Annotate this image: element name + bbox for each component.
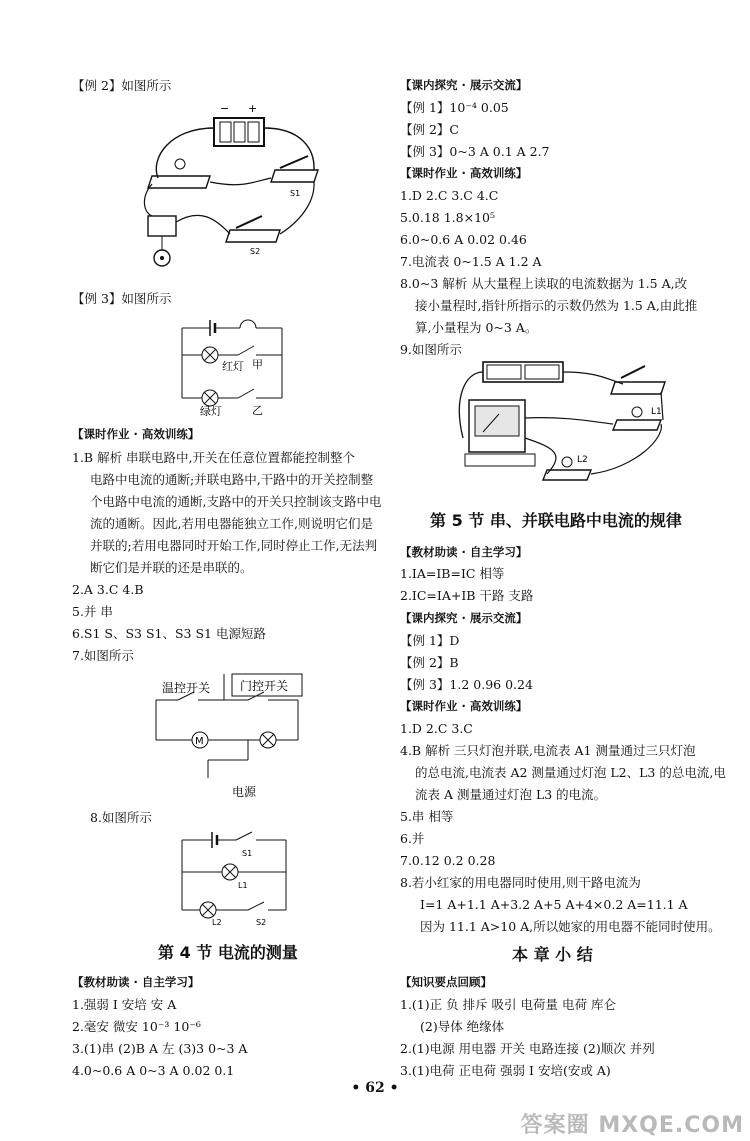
r-line: 【例 1】10⁻⁴ 0.05: [400, 100, 509, 115]
hw-line: 2.A 3.C 4.B: [72, 582, 144, 597]
r-line: 7.电流表 0~1.5 A 1.2 A: [400, 254, 542, 269]
r-line: 1.IA=IB=IC 相等: [400, 566, 505, 581]
svg-text:绿灯: 绿灯: [200, 405, 222, 416]
svg-text:M: M: [195, 736, 204, 747]
example-2-caption: 【例 2】如图所示: [72, 78, 172, 93]
r-line: 7.0.12 0.2 0.28: [400, 853, 496, 868]
homework-header-left: 【课时作业 · 高效训练】: [72, 427, 200, 441]
example-3-caption: 【例 3】如图所示: [72, 291, 172, 306]
homework-header-right: 【课时作业 · 高效训练】: [400, 166, 528, 180]
r-line: 【例 3】0~3 A 0.1 A 2.7: [400, 144, 550, 159]
svg-text:温控开关: 温控开关: [162, 681, 211, 695]
page-number: • 62 •: [351, 1080, 399, 1096]
svg-text:甲: 甲: [252, 358, 263, 371]
r-line: 6.并: [400, 831, 425, 846]
circuit-figure-item-9: [455, 358, 685, 493]
section-4-title: 第 4 节 电流的测量: [158, 943, 298, 962]
hw-line: 电路中电流的通断;并联电路中,干路中的开关控制整: [90, 472, 374, 487]
r-line: 2.(1)电源 用电器 开关 电路连接 (2)顺次 并列: [400, 1041, 655, 1056]
r-line: 算,小量程为 0~3 A。: [415, 320, 538, 335]
watermark: 答案圈 MXQE.COM: [520, 1113, 744, 1138]
svg-text:L2: L2: [577, 455, 588, 465]
circuit-figure-item-7: [148, 668, 308, 798]
svg-text:S2: S2: [250, 247, 261, 256]
r-line: 【例 3】1.2 0.96 0.24: [400, 677, 533, 692]
hw-line: 5.并 串: [72, 604, 113, 619]
svg-text:乙: 乙: [252, 404, 263, 416]
svg-text:S2: S2: [256, 918, 267, 926]
hw-line: 个电路中电流的通断,支路中的开关只控制该支路中电: [90, 494, 382, 509]
hw-line: 流的通断。因此,若用电器能独立工作,则说明它们是: [90, 516, 373, 531]
r-line: 5.串 相等: [400, 809, 454, 824]
r-line: 6.0~0.6 A 0.02 0.46: [400, 232, 527, 247]
r-line: 【例 2】B: [400, 655, 459, 670]
svg-text:L1: L1: [651, 407, 662, 417]
r-line: 3.(1)电荷 正电荷 强弱 I 安培(安或 A): [400, 1063, 611, 1078]
r-line: 2.IC=IA+IB 干路 支路: [400, 588, 534, 603]
circuit-figure-item-8: [172, 826, 297, 926]
r-line: 1.D 2.C 3.C 4.C: [400, 188, 499, 203]
svg-text:红灯: 红灯: [222, 360, 244, 373]
svg-text:L2: L2: [212, 918, 222, 926]
r-line: 8.若小红家的用电器同时使用,则干路电流为: [400, 875, 641, 890]
r-line: 【例 2】C: [400, 122, 459, 137]
r-line: 8.0~3 解析 从大量程上读取的电流数据为 1.5 A,改: [400, 276, 688, 291]
inclass-header-1: 【课内探究 · 展示交流】: [400, 78, 528, 92]
r-line: 的总电流,电流表 A2 测量通过灯泡 L2、L3 的总电流,电: [415, 765, 726, 780]
sec4-line: 1.强弱 I 安培 安 A: [72, 997, 177, 1012]
r-line: 流表 A 测量通过灯泡 L3 的电流。: [415, 787, 607, 802]
svg-text:−: −: [220, 102, 230, 115]
hw-line: 7.如图所示: [72, 648, 134, 663]
r-line: 1.D 2.C 3.C: [400, 721, 473, 736]
sec4-line: 3.(1)串 (2)B A 左 (3)3 0~3 A: [72, 1041, 248, 1056]
r-line: 9.如图所示: [400, 342, 462, 357]
sec4-header: 【教材助读 · 自主学习】: [72, 975, 200, 989]
hw-line: 1.B 解析 串联电路中,开关在任意位置都能控制整个: [72, 450, 356, 465]
svg-text:+: +: [248, 102, 258, 115]
section-5-title: 第 5 节 串、并联电路中电流的规律: [430, 511, 682, 530]
r-line: 接小量程时,指针所指示的示数仍然为 1.5 A,由此推: [415, 298, 698, 313]
sec5-header-1: 【教材助读 · 自主学习】: [400, 545, 528, 559]
r-line: 因为 11.1 A>10 A,所以她家的用电器不能同时使用。: [420, 919, 721, 934]
r-line: 5.0.18 1.8×10⁵: [400, 210, 496, 225]
r-line: I=1 A+1.1 A+3.2 A+5 A+4×0.2 A=11.1 A: [420, 897, 688, 912]
r-line: 4.B 解析 三只灯泡并联,电流表 A1 测量通过三只灯泡: [400, 743, 696, 758]
sec5-header-2: 【课内探究 · 展示交流】: [400, 611, 528, 625]
svg-text:门控开关: 门控开关: [240, 679, 289, 693]
svg-text:L1: L1: [238, 881, 248, 890]
sec4-line: 4.0~0.6 A 0~3 A 0.02 0.1: [72, 1063, 235, 1078]
circuit-figure-example-3: [170, 308, 300, 416]
svg-text:S1: S1: [242, 849, 253, 858]
svg-text:电源: 电源: [232, 785, 257, 798]
r-line: 1.(1)正 负 排斥 吸引 电荷量 电荷 库仑: [400, 997, 616, 1012]
item-8-caption: 8.如图所示: [90, 810, 152, 825]
r-line: 【例 1】D: [400, 633, 460, 648]
hw-line: 并联的;若用电器同时开始工作,同时停止工作,无法判: [90, 538, 378, 553]
sec5-header-3: 【课时作业 · 高效训练】: [400, 699, 528, 713]
hw-line: 断它们是并联的还是串联的。: [90, 560, 253, 575]
summary-header: 【知识要点回顾】: [400, 975, 492, 989]
chapter-summary-title: 本 章 小 结: [512, 945, 593, 964]
circuit-figure-example-2: [130, 98, 340, 278]
r-line: (2)导体 绝缘体: [420, 1019, 505, 1034]
sec4-line: 2.毫安 微安 10⁻³ 10⁻⁶: [72, 1019, 201, 1034]
svg-text:S1: S1: [290, 189, 301, 198]
hw-line: 6.S1 S、S3 S1、S3 S1 电源短路: [72, 626, 266, 641]
